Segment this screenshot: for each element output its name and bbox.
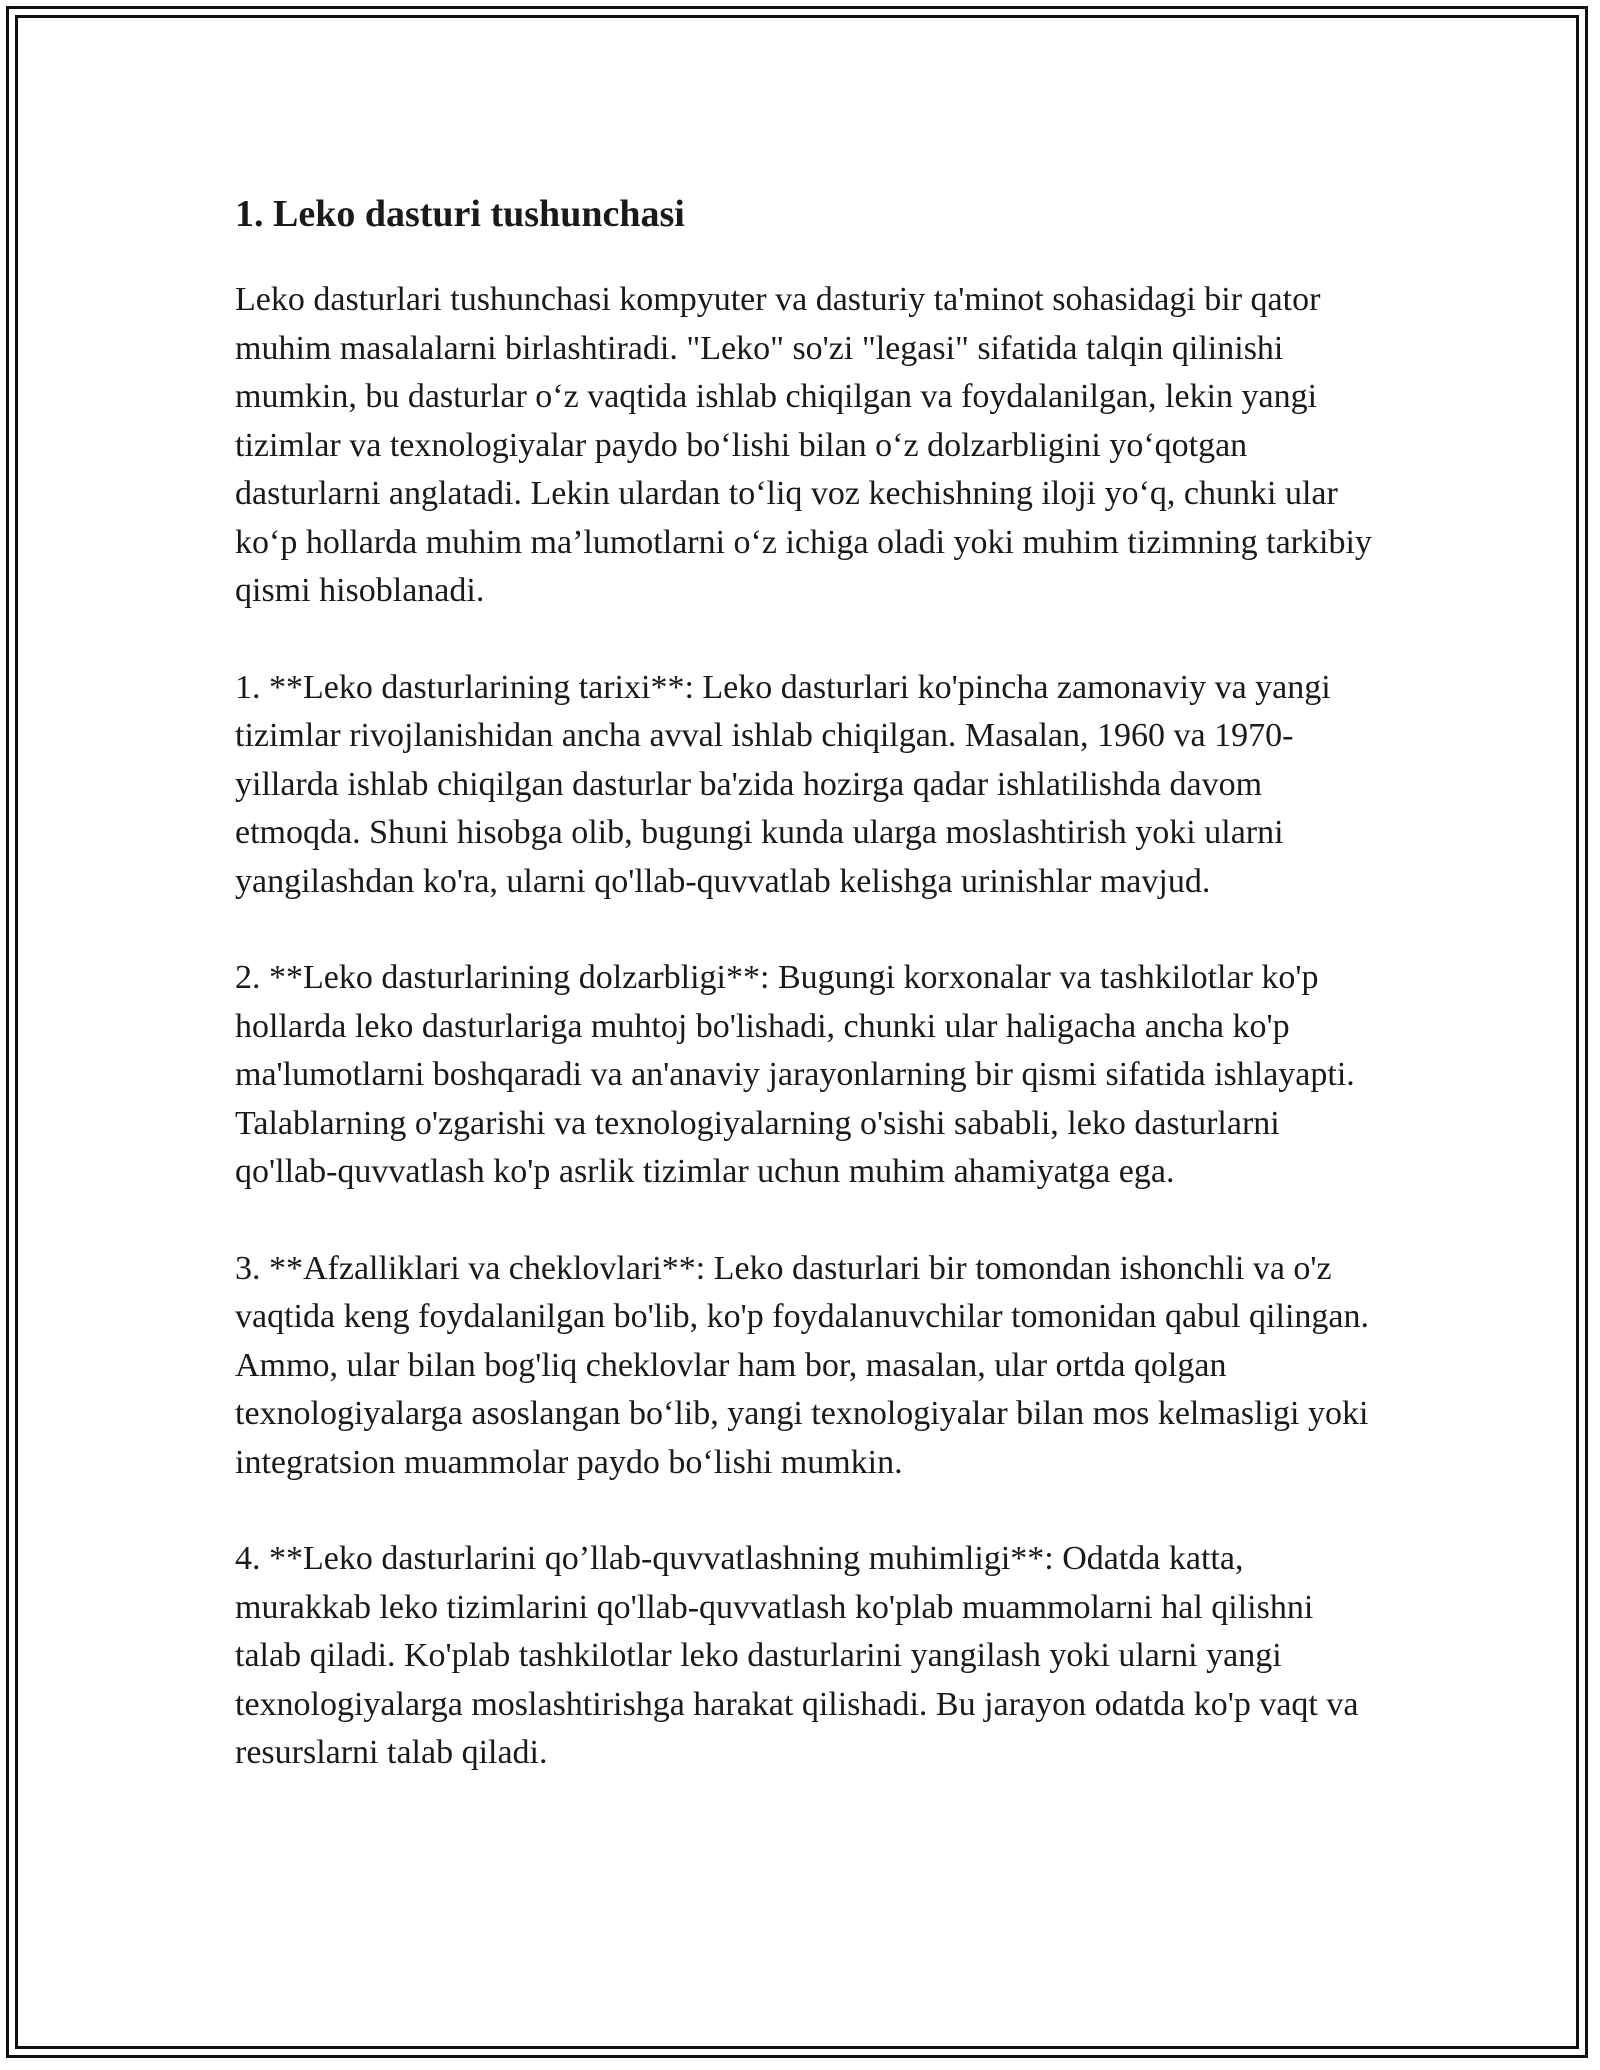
document-body <box>235 186 1375 1826</box>
section-heading: 1. Leko dasturi tushunchasi <box>235 193 685 235</box>
relevance-paragraph: 2. **Leko dasturlarining dolzarbligi**: Bugungi korxonalar va tashkilotlar ko'p hollarda leko dasturlariga muhtoj bo'lishadi, chunki ular haligacha ancha ko'p ma'lumotlarni boshqaradi va an'anaviy jarayonlarning bir qismi sifatida ishlayapti. Talablarning o'zgarishi va texnologiyalarning o'sishi sababli, leko dasturlarni qo'llab-quvvatlash ko'p asrlik tizimlar uchun muhim ahamiyatga ega. <box>235 959 1355 1190</box>
support-paragraph: 4. **Leko dasturlarini qo’llab-quvvatlashning muhimligi**: Odatda katta, murakkab leko tizimlarini qo'llab-quvvatlash ko'plab muammolarni hal qilishni talab qiladi. Ko'plab tashkilotlar leko dasturlarini yangilash yoki ularni yangi texnologiyalarga moslashtirishga harakat qilishadi. Bu jarayon odatda ko'p vaqt va resurslarni talab qiladi. <box>235 1540 1359 1771</box>
history-paragraph: 1. **Leko dasturlarining tarixi**: Leko dasturlari ko'pincha zamonaviy va yangi tizimlar rivojlanishidan ancha avval ishlab chiqilgan. Masalan, 1960 va 1970-yillarda ishlab chiqilgan dasturlar ba'zida hozirga qadar ishlatilishda davom etmoqda. Shuni hisobga olib, bugungi kunda ularga moslashtirish yoki ularni yangilashdan ko'ra, ularni qo'llab-quvvatlab kelishga urinishlar mavjud. <box>235 668 1331 900</box>
intro-paragraph: Leko dasturlari tushunchasi kompyuter va dasturiy ta'minot sohasidagi bir qator muhim masalalarni birlashtiradi. "Leko" so'zi "legasi" sifatida talqin qilinishi mumkin, bu dasturlar o‘z vaqtida ishlab chiqilgan va foydalanilgan, lekin yangi tizimlar va texnologiyalar paydo bo‘lishi bilan o‘z dolzarbligini yo‘qotgan dasturlarni anglatadi. Lekin ulardan to‘liq voz kechishning iloji yo‘q, chunki ular ko‘p hollarda muhim ma’lumotlarni o‘z ichiga oladi yoki muhim tizimning tarkibiy qismi hisoblanadi. <box>235 281 1372 609</box>
advantages-paragraph: 3. **Afzalliklari va cheklovlari**: Leko dasturlari bir tomondan ishonchli va o'z vaqtida keng foydalanilgan bo'lib, ko'p foydalanuvchilar tomonidan qabul qilingan. Ammo, ular bilan bog'liq cheklovlar ham bor, masalan, ular ortda qolgan texnologiyalarga asoslangan bo‘lib, yangi texnologiyalar bilan mos kelmasligi yoki integratsion muammolar paydo bo‘lishi mumkin. <box>235 1249 1369 1481</box>
